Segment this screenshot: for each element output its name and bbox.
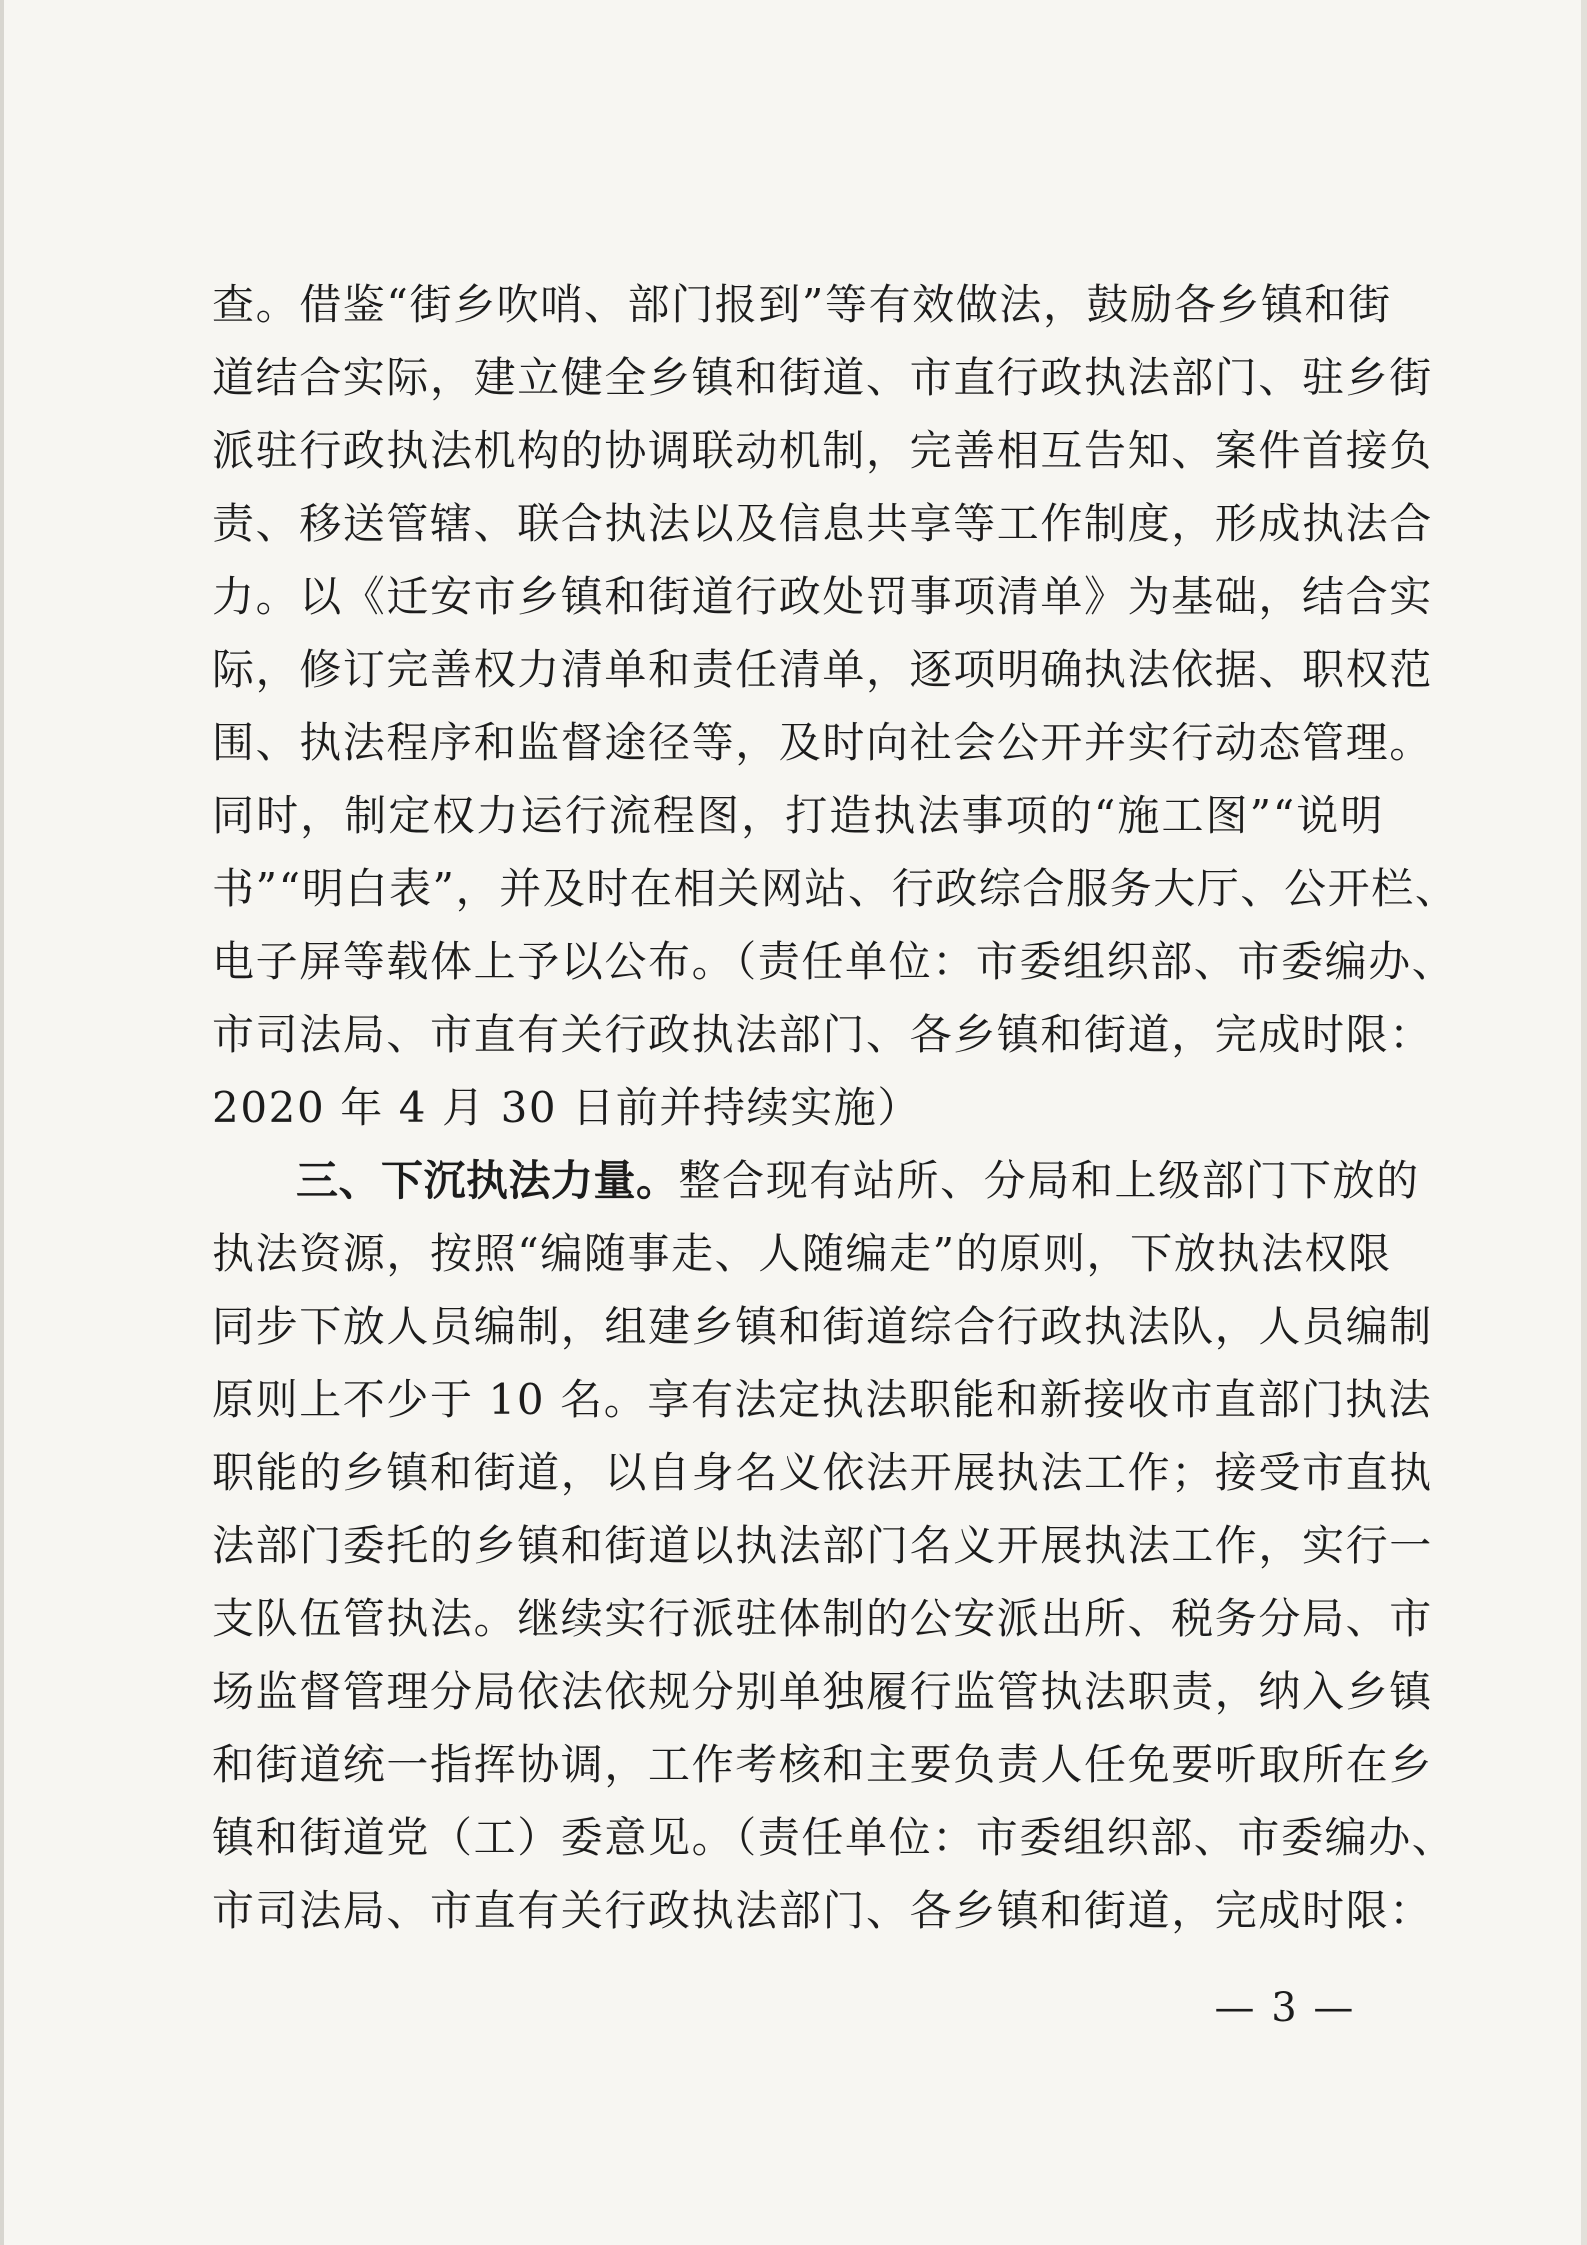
page-number: — 3 —	[1214, 1985, 1356, 2031]
text-line: 电子屏等载体上予以公布。（责任单位：市委组织部、市委编办、	[212, 937, 1456, 986]
text-line: 围、执法程序和监督途径等，及时向社会公开并实行动态管理。	[212, 718, 1433, 767]
text-line: 责、移送管辖、联合执法以及信息共享等工作制度，形成执法合	[212, 499, 1433, 548]
text-line: 道结合实际，建立健全乡镇和街道、市直行政执法部门、驻乡街	[212, 353, 1433, 402]
text-line: 职能的乡镇和街道，以自身名义依法开展执法工作；接受市直执	[212, 1448, 1433, 1497]
text-line: 和街道统一指挥协调，工作考核和主要负责人任免要听取所在乡	[212, 1740, 1433, 1789]
text-line: 力。以《迁安市乡镇和街道行政处罚事项清单》为基础，结合实	[212, 572, 1433, 621]
text-line: 市司法局、市直有关行政执法部门、各乡镇和街道，完成时限：	[212, 1010, 1433, 1059]
text-line: 查。借鉴“街乡吹哨、部门报到”等有效做法，鼓励各乡镇和街	[212, 280, 1392, 329]
section-3-first-line	[212, 1144, 1420, 1217]
text-line: 法部门委托的乡镇和街道以执法部门名义开展执法工作，实行一	[212, 1521, 1433, 1570]
scan-edge-right	[1581, 0, 1587, 2245]
text-line: 际，修订完善权力清单和责任清单，逐项明确执法依据、职权范	[212, 645, 1433, 694]
text-line: 派驻行政执法机构的协调联动机制，完善相互告知、案件首接负	[212, 426, 1433, 475]
text-line: 镇和街道党（工）委意见。（责任单位：市委组织部、市委编办、	[212, 1813, 1456, 1862]
text-line: 同时，制定权力运行流程图，打造执法事项的“施工图”“说明	[212, 791, 1384, 840]
section-3-heading: 三、下沉执法力量。	[296, 1156, 679, 1205]
scan-edge-left	[0, 0, 4, 2245]
body-text	[212, 268, 1459, 1947]
text-line: 同步下放人员编制，组建乡镇和街道综合行政执法队，人员编制	[212, 1302, 1433, 1351]
text-line: 市司法局、市直有关行政执法部门、各乡镇和街道，完成时限：	[212, 1886, 1433, 1935]
text-line: 执法资源，按照“编随事走、人随编走”的原则，下放执法权限	[212, 1229, 1392, 1278]
text-line: 支队伍管执法。继续实行派驻体制的公安派出所、税务分局、市	[212, 1594, 1433, 1643]
text-line: 2020 年 4 月 30 日前并持续实施）	[212, 1083, 922, 1132]
section-3-first-line-text: 整合现有站所、分局和上级部门下放的	[678, 1156, 1420, 1205]
text-line: 书”“明白表”，并及时在相关网站、行政综合服务大厅、公开栏、	[212, 864, 1459, 913]
text-line: 场监督管理分局依法依规分别单独履行监管执法职责，纳入乡镇	[212, 1667, 1433, 1716]
text-line: 原则上不少于 10 名。享有法定执法职能和新接收市直部门执法	[212, 1375, 1433, 1424]
